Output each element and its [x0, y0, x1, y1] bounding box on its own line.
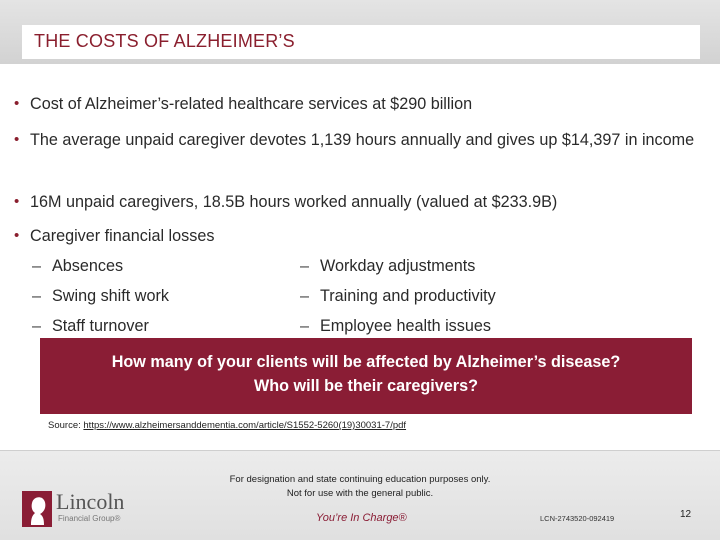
document-code: LCN-2743520-092419 [540, 514, 615, 523]
disclaimer-line: Not for use with the general public. [286, 488, 434, 499]
callout-line: How many of your clients will be affected by Alzheimer’s disease? [111, 353, 621, 371]
bullet-unpaid-caregivers: • 16M unpaid caregivers, 18.5B hours worked annually (valued at $233.9B) [14, 190, 710, 214]
tagline: You’re In Charge® [316, 512, 407, 524]
lincoln-logo [22, 489, 152, 529]
loss-item: – Absences [32, 254, 123, 278]
callout-box [40, 338, 692, 414]
loss-item: – Staff turnover [32, 314, 149, 338]
loss-item: – Workday adjustments [300, 254, 475, 278]
loss-item: – Swing shift work [32, 284, 169, 308]
disclaimer-line: For designation and state continuing education purposes only. [229, 474, 491, 485]
loss-item: – Employee health issues [300, 314, 491, 338]
lincoln-portrait-icon [22, 491, 52, 527]
logo-name: Lincoln [56, 489, 125, 514]
disclaimer [180, 473, 540, 501]
bullet-healthcare-cost: • Cost of Alzheimer’s-related healthcare services at $290 billion [14, 92, 710, 116]
bullet-caregiver-hours: • The average unpaid caregiver devotes 1,139 hours annually and gives up $14,397 in income [14, 128, 710, 152]
source-label: Source: [48, 420, 84, 431]
source-link[interactable]: https://www.alzheimersanddementia.com/article/S1552-5260(19)30031-7/pdf [83, 420, 407, 431]
logo-subtitle: Financial Group® [58, 514, 121, 523]
source-citation [48, 420, 406, 431]
slide-title: THE COSTS OF ALZHEIMER’S [34, 31, 295, 51]
callout-line: Who will be their caregivers? [254, 377, 478, 395]
title-box [22, 25, 700, 59]
loss-item: – Training and productivity [300, 284, 496, 308]
bullet-financial-losses: • Caregiver financial losses [14, 224, 710, 248]
page-number: 12 [680, 509, 692, 520]
